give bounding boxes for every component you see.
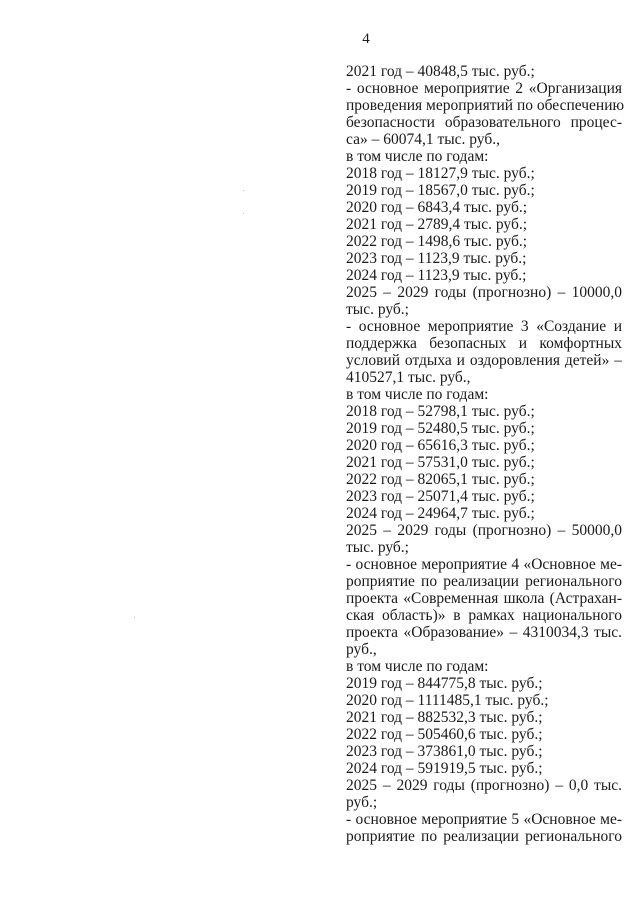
text-column bbox=[346, 63, 625, 845]
text-line: 2025 – 2029 годы (прогнозно) – 50000,0 bbox=[346, 522, 622, 539]
scan-speck bbox=[243, 190, 244, 191]
text-line: - основное мероприятие 2 «Организация bbox=[346, 80, 622, 97]
text-line: 2025 – 2029 годы (прогнозно) – 10000,0 bbox=[346, 284, 622, 301]
text-line: 2024 год – 24964,7 тыс. руб.; bbox=[346, 505, 535, 522]
text-line: 2018 год – 18127,9 тыс. руб.; bbox=[346, 165, 535, 182]
text-line: 2020 год – 6843,4 тыс. руб.; bbox=[346, 199, 528, 216]
text-line: 2023 год – 373861,0 тыс. руб.; bbox=[346, 743, 543, 760]
text-line: 2020 год – 65616,3 тыс. руб.; bbox=[346, 437, 535, 454]
text-line: руб., bbox=[346, 641, 377, 658]
text-line: в том числе по годам: bbox=[346, 386, 489, 403]
text-line: 2019 год – 52480,5 тыс. руб.; bbox=[346, 420, 535, 437]
text-line: тыс. руб.; bbox=[346, 301, 409, 318]
text-line: роприятие по реализации регионального bbox=[346, 828, 622, 845]
text-line: 2022 год – 505460,6 тыс. руб.; bbox=[346, 726, 543, 743]
text-line: 2021 год – 2789,4 тыс. руб.; bbox=[346, 216, 528, 233]
text-line: 2020 год – 1111485,1 тыс. руб.; bbox=[346, 692, 549, 709]
text-line: 2023 год – 1123,9 тыс. руб.; bbox=[346, 250, 527, 267]
text-line: проекта «Образование» – 4310034,3 тыс. bbox=[346, 624, 622, 641]
text-line: роприятие по реализации регионального bbox=[346, 573, 622, 590]
text-line: 410527,1 тыс. руб., bbox=[346, 369, 471, 386]
text-line: 2021 год – 40848,5 тыс. руб.; bbox=[346, 63, 535, 80]
text-line: - основное мероприятие 4 «Основное ме- bbox=[346, 556, 622, 573]
text-line: поддержка безопасных и комфортных bbox=[346, 335, 622, 352]
text-line: 2021 год – 882532,3 тыс. руб.; bbox=[346, 709, 543, 726]
text-line: ская область)» в рамках национального bbox=[346, 607, 622, 624]
text-line: 2023 год – 25071,4 тыс. руб.; bbox=[346, 488, 535, 505]
text-line: 2022 год – 1498,6 тыс. руб.; bbox=[346, 233, 528, 250]
text-line: в том числе по годам: bbox=[346, 148, 489, 165]
scan-speck bbox=[243, 213, 244, 214]
text-line: 2018 год – 52798,1 тыс. руб.; bbox=[346, 403, 535, 420]
text-line: 2025 – 2029 годы (прогнозно) – 0,0 тыс. bbox=[346, 777, 622, 794]
text-line: в том числе по годам: bbox=[346, 658, 489, 675]
text-line: безопасности образовательного процес- bbox=[346, 114, 622, 131]
text-line: 2022 год – 82065,1 тыс. руб.; bbox=[346, 471, 535, 488]
text-line: руб.; bbox=[346, 794, 378, 811]
text-line: 2024 год – 591919,5 тыс. руб.; bbox=[346, 760, 543, 777]
page-number: 4 bbox=[362, 31, 370, 47]
text-line: 2019 год – 18567,0 тыс. руб.; bbox=[346, 182, 535, 199]
text-line: 2021 год – 57531,0 тыс. руб.; bbox=[346, 454, 535, 471]
text-line: - основное мероприятие 3 «Создание и bbox=[346, 318, 622, 335]
text-line: условий отдыха и оздоровления детей» – bbox=[346, 352, 622, 369]
text-line: проведения мероприятий по обеспечению bbox=[346, 97, 625, 114]
text-line: - основное мероприятие 5 «Основное ме- bbox=[346, 811, 622, 828]
text-line: проекта «Современная школа (Астрахан- bbox=[346, 590, 622, 607]
text-line: тыс. руб.; bbox=[346, 539, 409, 556]
text-line: са» – 60074,1 тыс. руб., bbox=[346, 131, 500, 148]
text-line: 2024 год – 1123,9 тыс. руб.; bbox=[346, 267, 527, 284]
scan-speck bbox=[134, 617, 135, 618]
text-line: 2019 год – 844775,8 тыс. руб.; bbox=[346, 675, 543, 692]
